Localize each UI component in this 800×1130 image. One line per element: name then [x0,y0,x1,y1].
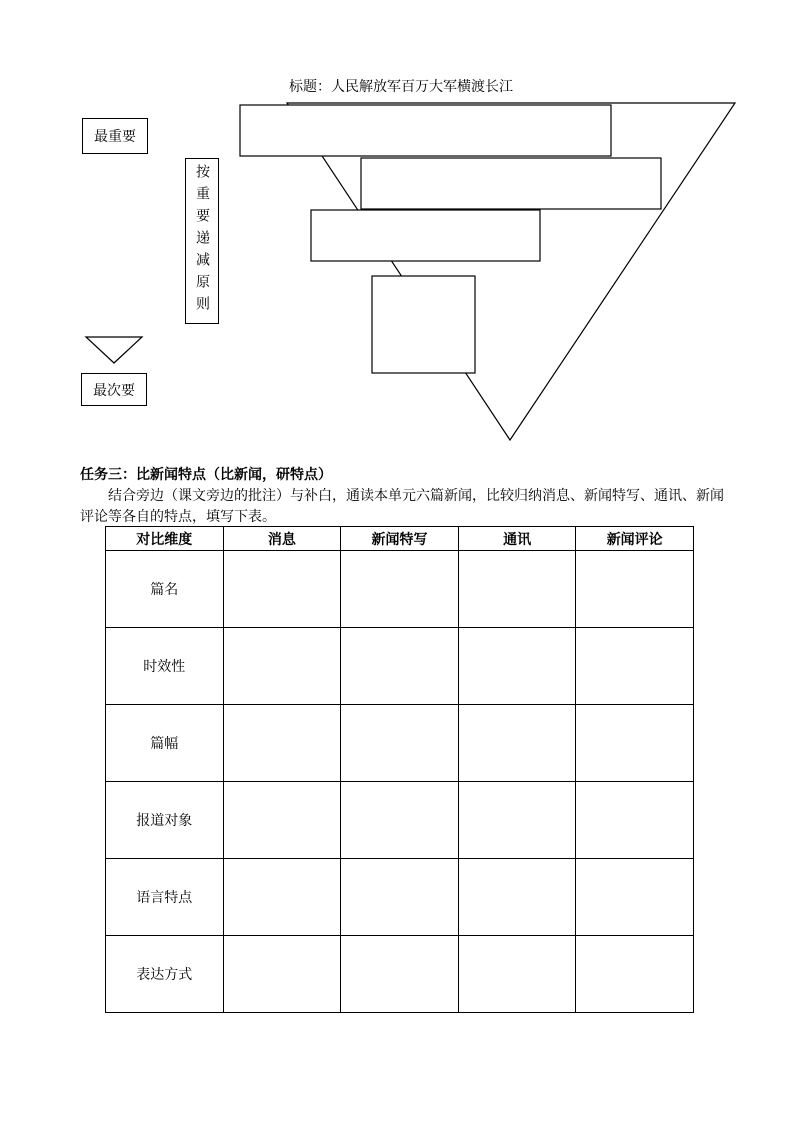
table-cell[interactable] [576,551,694,628]
table-row [106,782,694,859]
table-cell[interactable] [576,705,694,782]
most-important-label: 最重要 [82,118,148,154]
task-heading: 任务三：比新闻特点（比新闻，研特点） [80,467,332,483]
table-cell[interactable] [341,859,459,936]
header-news-report: 消息 [223,527,341,551]
down-arrow-triangle [86,337,142,363]
table-cell[interactable] [341,628,459,705]
header-news-feature: 新闻特写 [341,527,459,551]
table-cell[interactable] [341,782,459,859]
row-label: 表达方式 [106,936,224,1013]
table-header-row [106,527,694,551]
row-label: 语言特点 [106,859,224,936]
principle-label: 按重要递减原则 [185,158,219,324]
header-news-commentary: 新闻评论 [576,527,694,551]
row-label: 报道对象 [106,782,224,859]
table-cell[interactable] [576,628,694,705]
table-cell[interactable] [223,628,341,705]
table-cell[interactable] [576,859,694,936]
table-cell[interactable] [458,628,576,705]
table-cell[interactable] [223,859,341,936]
table-cell[interactable] [458,859,576,936]
table-row [106,628,694,705]
pyramid-box-4 [372,276,475,373]
header-dimension: 对比维度 [106,527,224,551]
table-cell[interactable] [458,936,576,1013]
table-cell[interactable] [341,936,459,1013]
table-cell[interactable] [341,551,459,628]
table-cell[interactable] [223,705,341,782]
row-label: 时效性 [106,628,224,705]
table-row [106,859,694,936]
table-cell[interactable] [576,782,694,859]
pyramid-box-3 [311,210,540,261]
table-cell[interactable] [458,551,576,628]
pyramid-box-1 [240,105,611,156]
row-label: 篇幅 [106,705,224,782]
table-cell[interactable] [458,705,576,782]
table-row [106,551,694,628]
header-news-story: 通讯 [458,527,576,551]
diagram-title: 标题：人民解放军百万大军横渡长江 [289,79,513,95]
table-row [106,705,694,782]
table-cell[interactable] [223,551,341,628]
least-important-label: 最次要 [81,373,147,406]
table-row [106,936,694,1013]
table-cell[interactable] [341,705,459,782]
table-cell[interactable] [223,782,341,859]
table-cell[interactable] [576,936,694,1013]
task-paragraph: 结合旁边（课文旁边的批注）与补白，通读本单元六篇新闻，比较归纳消息、新闻特写、通讯、新闻评论等各自的特点，填写下表。 [80,488,724,525]
row-label: 篇名 [106,551,224,628]
table-cell[interactable] [458,782,576,859]
pyramid-box-2 [361,158,661,209]
comparison-table [105,526,694,1013]
table-cell[interactable] [223,936,341,1013]
